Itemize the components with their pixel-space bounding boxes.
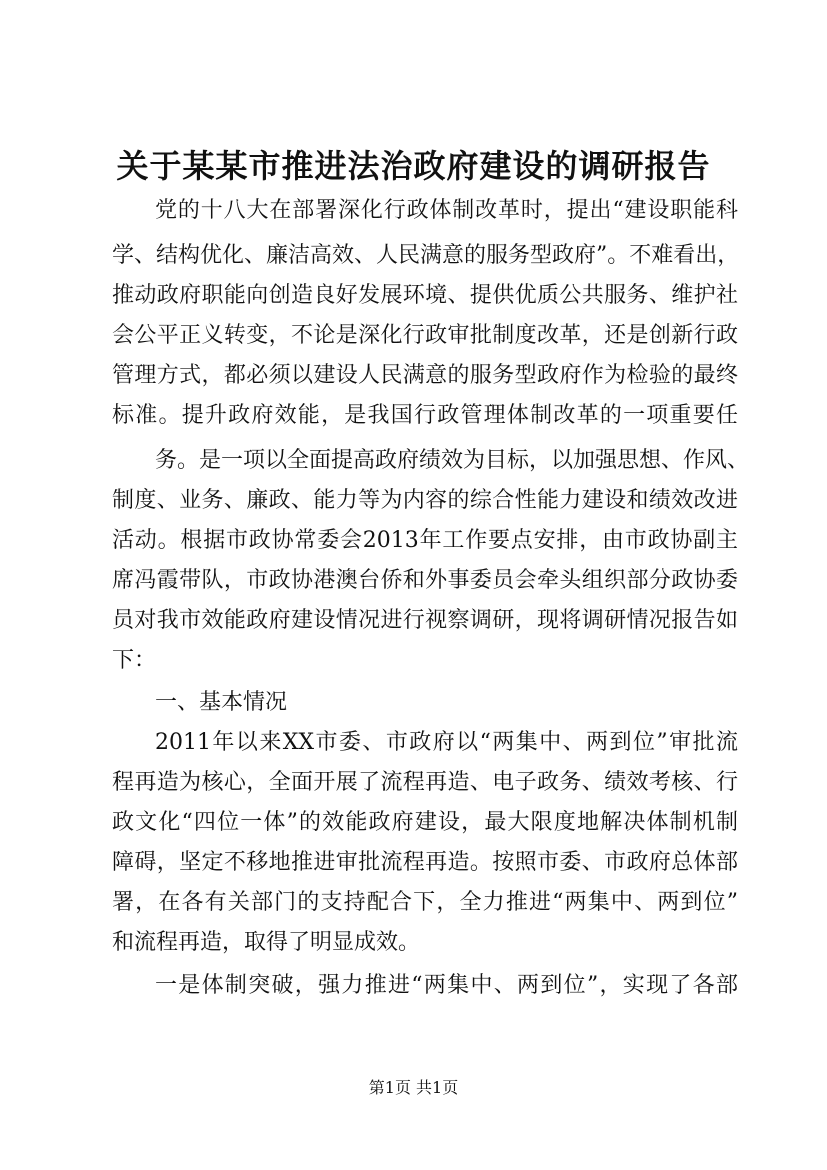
paragraph-line: 会公平正义转变，不论是深化行政审批制度改革，还是创新行政 (112, 323, 738, 348)
paragraph-line: 制度、业务、廉政、能力等为内容的综合性能力建设和绩效改进 (112, 488, 738, 513)
paragraph-line: 席冯霞带队，市政协港澳台侨和外事委员会牵头组织部分政协委 (112, 568, 738, 593)
paragraph-line: 活动。根据市政协常委会2013年工作要点安排，由市政协副主 (112, 528, 738, 553)
paragraph-line: 和流程再造，取得了明显成效。 (112, 930, 421, 955)
paragraph-line: 学、结构优化、廉洁高效、人民满意的服务型政府”。不难看出， (112, 243, 740, 268)
paragraph-line: 推动政府职能向创造良好发展环境、提供优质公共服务、维护社 (112, 283, 738, 308)
paragraph-line: 政文化“四位一体”的效能政府建设，最大限度地解决体制机制 (112, 810, 738, 835)
paragraph-line: 管理方式，都必须以建设人民满意的服务型政府作为检验的最终 (112, 363, 738, 388)
document-title: 关于某某市推进法治政府建设的调研报告 (116, 147, 711, 185)
paragraph-line: 务。是一项以全面提高政府绩效为目标，以加强思想、作风、 (155, 448, 750, 473)
paragraph-line: 员对我市效能政府建设情况进行视察调研，现将调研情况报告如 (112, 608, 738, 633)
paragraph-line: 署，在各有关部门的支持配合下，全力推进“两集中、两到位” (112, 890, 738, 915)
paragraph-line: 2011年以来XX市委、市政府以“两集中、两到位”审批流 (155, 730, 738, 755)
paragraph-line: 党的十八大在部署深化行政体制改革时，提出“建设职能科 (155, 198, 738, 223)
paragraph-line: 一是体制突破，强力推进“两集中、两到位”，实现了各部 (155, 973, 738, 998)
paragraph-line: 标准。提升政府效能，是我国行政管理体制改革的一项重要任 (112, 403, 738, 428)
page-footer: 第1页 共1页 (368, 1078, 459, 1097)
paragraph-line: 程再造为核心，全面开展了流程再造、电子政务、绩效考核、行 (112, 770, 738, 795)
section-heading: 一、基本情况 (155, 690, 288, 715)
paragraph-line: 障碍，坚定不移地推进审批流程再造。按照市委、市政府总体部 (112, 850, 738, 875)
paragraph-line: 下： (112, 648, 157, 673)
